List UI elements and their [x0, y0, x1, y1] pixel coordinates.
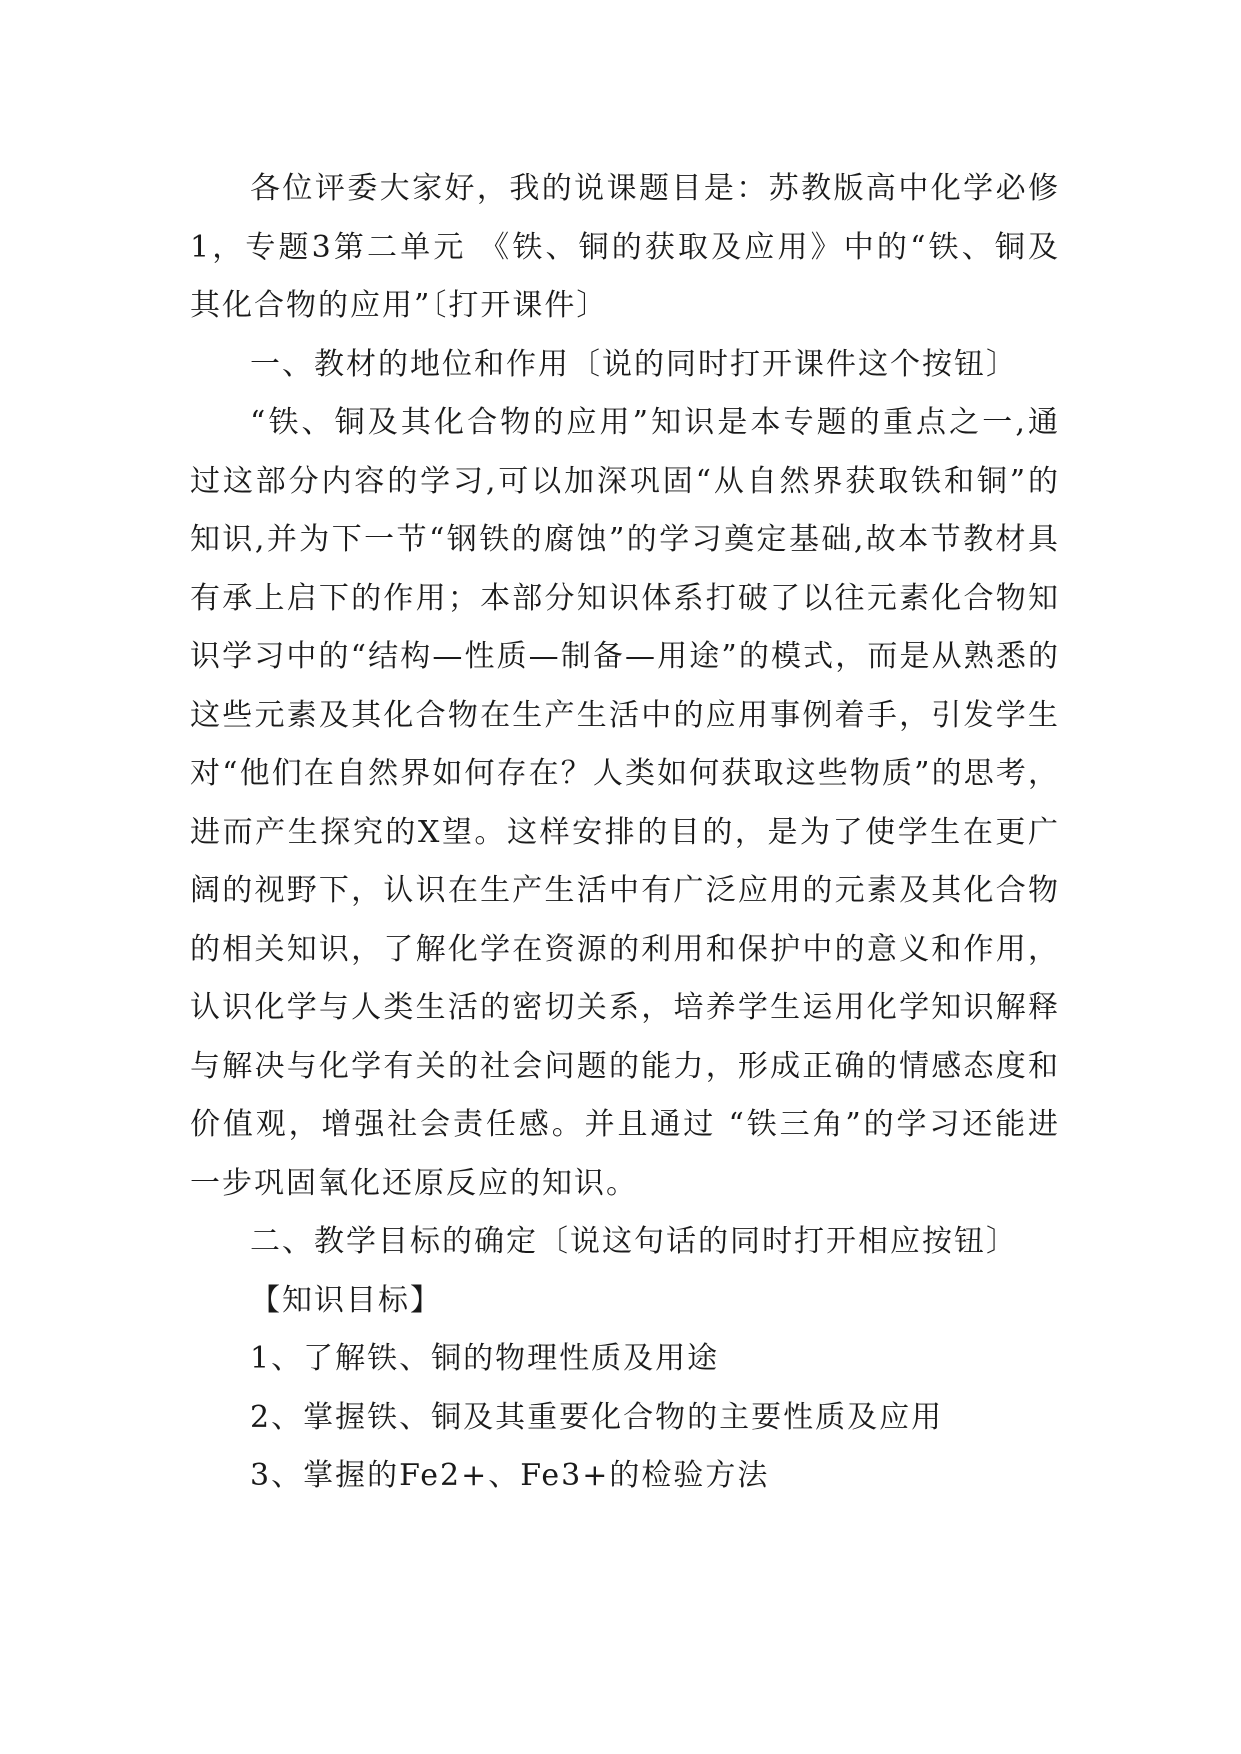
- goal-item-1: 1、了解铁、铜的物理性质及用途: [250, 1341, 720, 1376]
- goal-item-2: 2、掌握铁、铜及其重要化合物的主要性质及应用: [250, 1399, 944, 1435]
- body-paragraph: “铁、铜及其化合物的应用”知识是本专题的重点之一,通过这部分内容的学习,可以加深巩固“从自然界获取铁和铜”的知识,并为下一节“钢铁的腐蚀”的学习奠定基础,故本节教材具有承上启下的作用；本部分知识体系打破了以往元素化合物知识学习中的“结构—性质—制备—用途”的模式，而是从熟悉的这些元素及其化合物在生产生活中的应用事例着手，引发学生对“他们在自然界如何存在？人类如何获取这些物质”的思考，进而产生探究的X望。这样安排的目的，是为了使学生在更广阔的视野下，认识在生产生活中有广泛应用的元素及其化合物的相关知识，了解化学在资源的利用和保护中的意义和作用，认识化学与人类生活的密切关系，培养学生运用化学知识解释与解决与化学有关的社会问题的能力，形成正确的情感态度和价值观，增强社会责任感。并且通过 “铁三角”的学习还能进一步巩固氧化还原反应的知识。: [190, 405, 1060, 1201]
- document-body: [190, 160, 1060, 1506]
- intro-paragraph: 各位评委大家好，我的说课题目是：苏教版高中化学必修1，专题3第二单元 《铁、铜的获取及应用》中的“铁、铜及其化合物的应用”〔打开课件〕: [190, 171, 1060, 323]
- section-heading-2: 二、教学目标的确定〔说这句话的同时打开相应按钮〕: [250, 1224, 1018, 1259]
- goal-item-3: 3、掌握的Fe2+、Fe3+的检验方法: [250, 1458, 770, 1493]
- section-heading-1: 一、教材的地位和作用〔说的同时打开课件这个按钮〕: [250, 346, 1018, 382]
- subheading-knowledge-goals: 【知识目标】: [250, 1282, 442, 1318]
